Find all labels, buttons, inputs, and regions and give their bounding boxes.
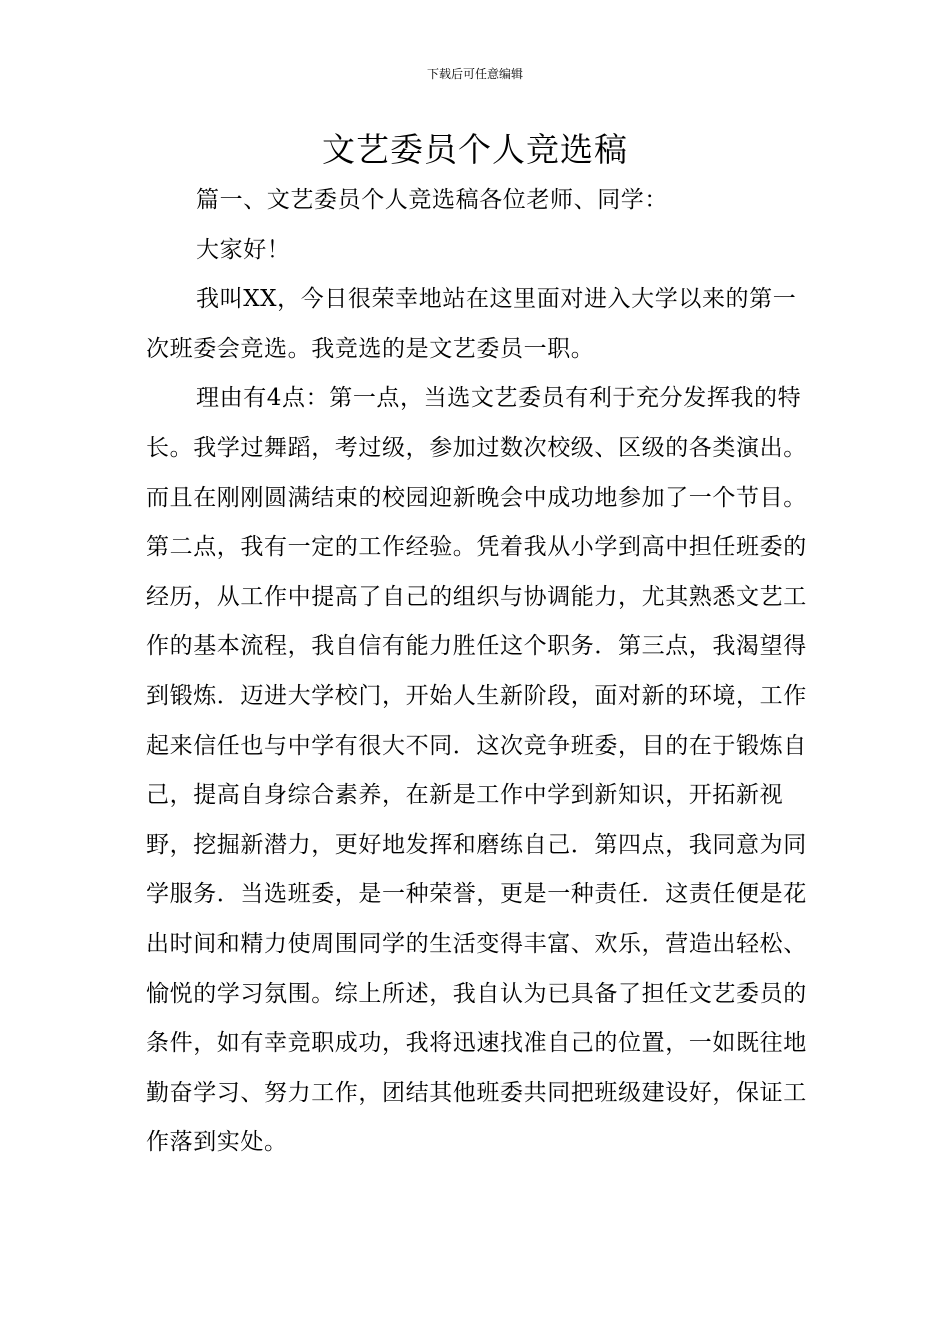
- header-note: 下载后可任意编辑: [426, 67, 523, 81]
- paragraph-intro: 篇一、文艺委员个人竞选稿各位老师、同学：: [196, 187, 668, 213]
- document-body: [146, 176, 808, 1168]
- document-title: 文艺委员个人竞选稿: [322, 130, 628, 169]
- paragraph-self-intro: 我叫XX，今日很荣幸地站在这里面对进入大学以来的第一次班委会竞选。我竞选的是文艺委员一职。: [146, 286, 797, 362]
- paragraph-greeting: 大家好！: [196, 236, 291, 263]
- paragraph-reasons: 理由有4点：第一点，当选文艺委员有利于充分发挥我的特长。我学过舞蹈，考过级，参加过数次校级、区级的各类演出。而且在刚刚圆满结束的校园迎新晚会中成功地参加了一个节目。第二点，我有一定的工作经验。凭着我从小学到高中担任班委的经历，从工作中提高了自己的组织与协调能力，尤其熟悉文艺工作的基本流程，我自信有能力胜任这个职务．第三点，我渴望得到锻炼．迈进大学校门，开始人生新阶段，面对新的环境，工作起来信任也与中学有很大不同．这次竞争班委，目的在于锻炼自己，提高自身综合素养，在新是工作中学到新知识，开拓新视野，挖掘新潜力，更好地发挥和磨练自己．第四点，我同意为同学服务．当选班委，是一种荣誉，更是一种责任．这责任便是花出时间和精力使周围同学的生活变得丰富、欢乐，营造出轻松、愉悦的学习氛围。综上所述，我自认为已具备了担任文艺委员的条件，如有幸竞职成功，我将迅速找准自己的位置，一如既往地勤奋学习、努力工作，团结其他班委共同把班级建设好，保证工作落到实处。: [146, 385, 807, 1156]
